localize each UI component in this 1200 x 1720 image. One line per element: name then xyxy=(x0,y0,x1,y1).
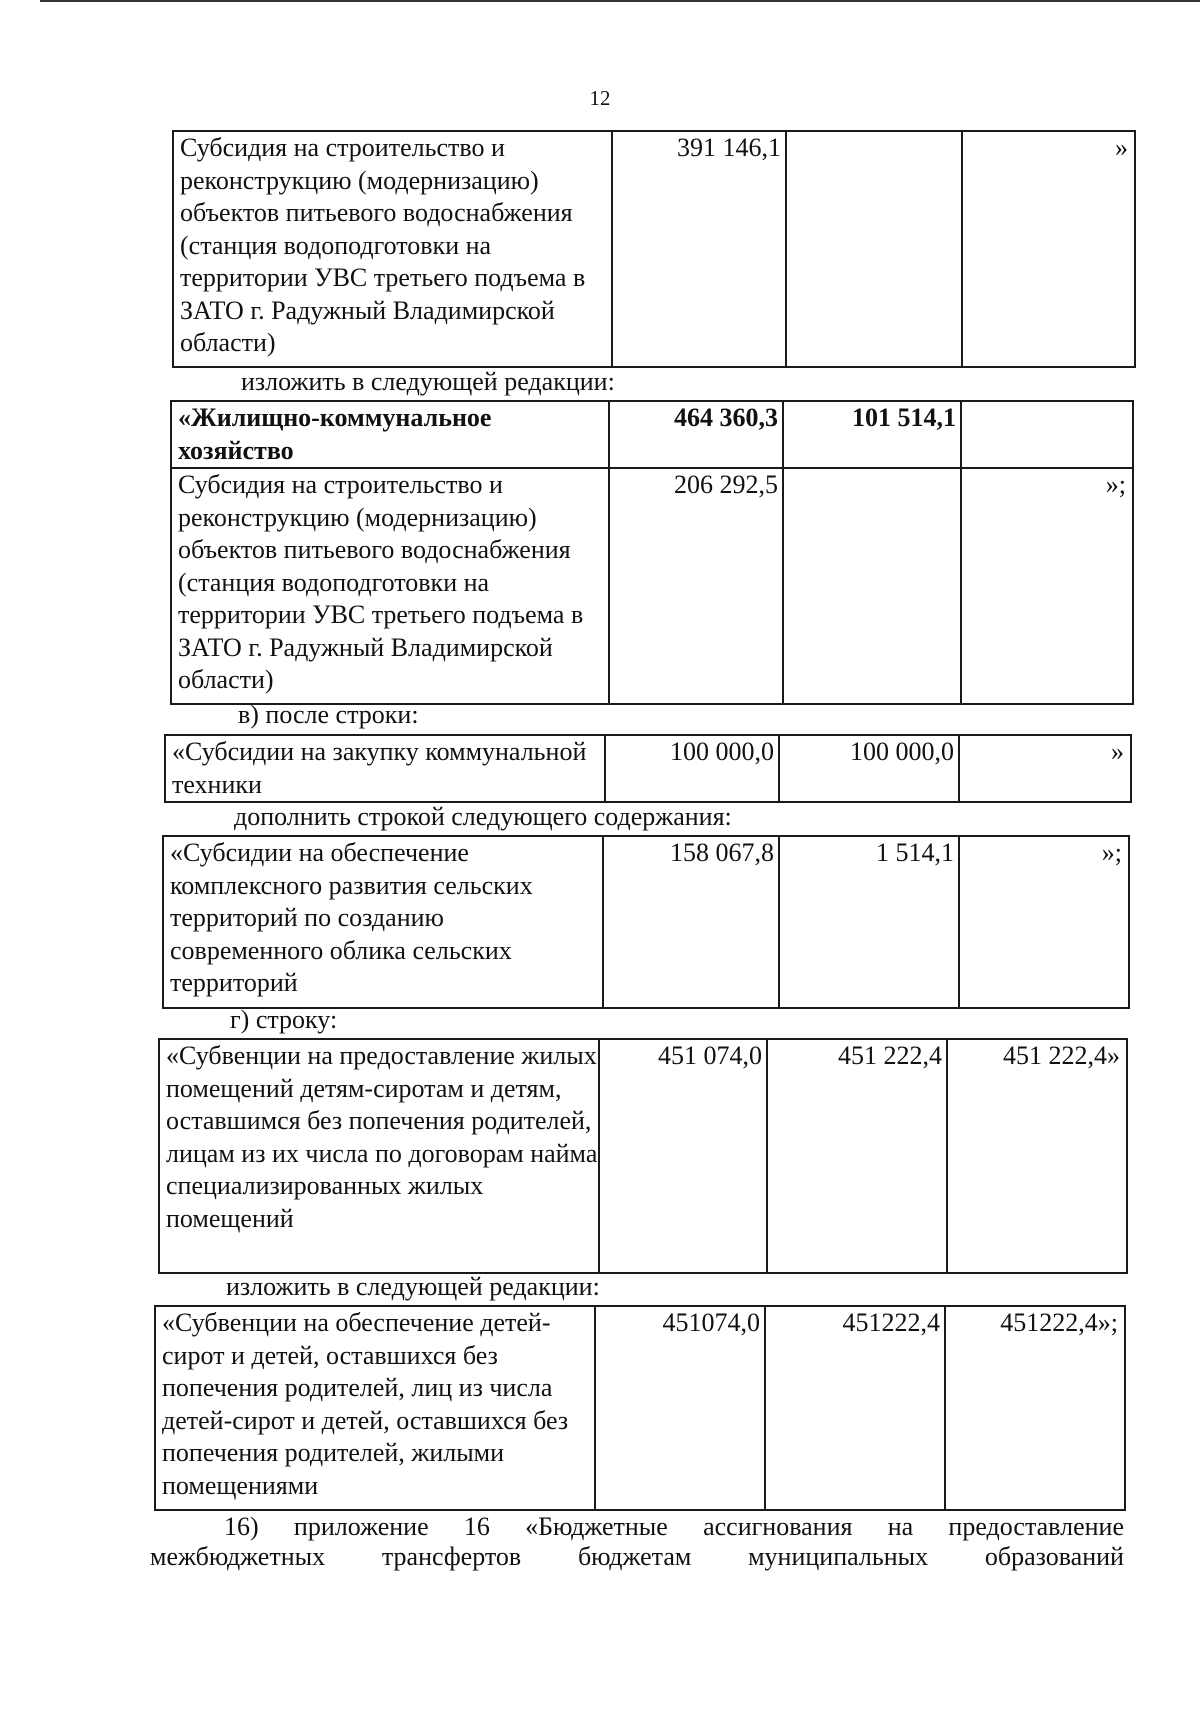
paragraph-word: ассигнования xyxy=(703,1512,853,1541)
instruction-text: в) после строки: xyxy=(238,700,419,729)
paragraph-word: трансфертов xyxy=(381,1542,522,1571)
paragraph-word: образований xyxy=(984,1542,1124,1571)
row-name-cell: «Субсидии на обеспечение комплексного развития сельских территорий по созданию современного облика сельских территорий xyxy=(163,836,603,1008)
table-fragment-row-to-replace xyxy=(158,1038,1128,1274)
value-cell-1: 100 000,0 xyxy=(605,735,779,802)
table-fragment-new-edition-subventions xyxy=(154,1305,1126,1511)
value-cell-3: » xyxy=(962,131,1135,367)
row-name-cell: «Жилищно-коммунальное хозяйство xyxy=(171,401,609,468)
value-cell-1: 451074,0 xyxy=(595,1306,765,1510)
paragraph-word: муниципальных xyxy=(748,1542,929,1571)
value-cell-2: 1 514,1 xyxy=(779,836,959,1008)
value-cell-3 xyxy=(961,401,1133,468)
table-fragment-after-row xyxy=(164,734,1132,803)
paragraph-word: приложение xyxy=(293,1512,429,1541)
paragraph-word: предоставление xyxy=(948,1512,1124,1541)
closing-paragraph-line-1 xyxy=(224,1510,1124,1544)
table-row xyxy=(155,1306,1125,1510)
table-fragment-new-edition-housing xyxy=(170,400,1134,705)
table-row xyxy=(165,735,1131,802)
table-fragment-added-row xyxy=(162,835,1130,1009)
paragraph-word: 16 xyxy=(463,1512,490,1541)
row-name-cell: «Субвенции на предоставление жилых помещений детям-сиротам и детям, оставшимся без попечения родителей, лицам из их числа по договорам найма специализированных жилых помещений xyxy=(159,1039,599,1273)
table-row xyxy=(173,131,1135,367)
value-cell-2: 451 222,4 xyxy=(767,1039,947,1273)
value-cell-3: »; xyxy=(959,836,1129,1008)
instruction-text: дополнить строкой следующего содержания: xyxy=(234,802,732,831)
table-row xyxy=(171,401,1133,468)
value-cell-3: 451222,4»; xyxy=(945,1306,1125,1510)
value-cell-2: 100 000,0 xyxy=(779,735,959,802)
table-fragment-original-subsidy xyxy=(172,130,1136,368)
value-cell-1: 391 146,1 xyxy=(612,131,786,367)
value-cell-2: 101 514,1 xyxy=(783,401,961,468)
row-name-cell: Субсидия на строительство и реконструкцию (модернизацию) объектов питьевого водоснабжения (станция водоподготовки на территории УВС третьего подъема в ЗАТО г. Радужный Владимирской области) xyxy=(173,131,612,367)
instruction-text: г) строку: xyxy=(230,1005,338,1034)
closing-paragraph-line-2 xyxy=(150,1540,1124,1574)
paragraph-word: «Бюджетные xyxy=(525,1512,668,1541)
scan-top-rule xyxy=(40,0,1200,2)
value-cell-3: 451 222,4» xyxy=(947,1039,1127,1273)
paragraph-word: межбюджетных xyxy=(150,1542,326,1571)
paragraph-word: бюджетам xyxy=(577,1542,692,1571)
instruction-text: изложить в следующей редакции: xyxy=(226,1272,600,1301)
value-cell-1: 158 067,8 xyxy=(603,836,779,1008)
row-name-cell: «Субсидии на закупку коммунальной техники xyxy=(165,735,605,802)
value-cell-2 xyxy=(786,131,962,367)
paragraph-word: на xyxy=(887,1512,914,1541)
row-name-cell: «Субвенции на обеспечение детей-сирот и детей, оставшихся без попечения родителей, лиц из числа детей-сирот и детей, оставшихся без попечения родителей, жилыми помещениями xyxy=(155,1306,595,1510)
value-cell-1: 464 360,3 xyxy=(609,401,783,468)
table-row xyxy=(171,468,1133,704)
value-cell-2: 451222,4 xyxy=(765,1306,945,1510)
paragraph-word: 16) xyxy=(224,1512,259,1541)
value-cell-1: 451 074,0 xyxy=(599,1039,767,1273)
instruction-text: изложить в следующей редакции: xyxy=(241,367,615,396)
value-cell-1: 206 292,5 xyxy=(609,468,783,704)
row-name-cell: Субсидия на строительство и реконструкцию (модернизацию) объектов питьевого водоснабжения (станция водоподготовки на территории УВС третьего подъема в ЗАТО г. Радужный Владимирской области) xyxy=(171,468,609,704)
value-cell-3: »; xyxy=(961,468,1133,704)
value-cell-2 xyxy=(783,468,961,704)
page-number: 12 xyxy=(589,86,611,110)
value-cell-3: » xyxy=(959,735,1131,802)
table-row xyxy=(159,1039,1127,1273)
table-row xyxy=(163,836,1129,1008)
